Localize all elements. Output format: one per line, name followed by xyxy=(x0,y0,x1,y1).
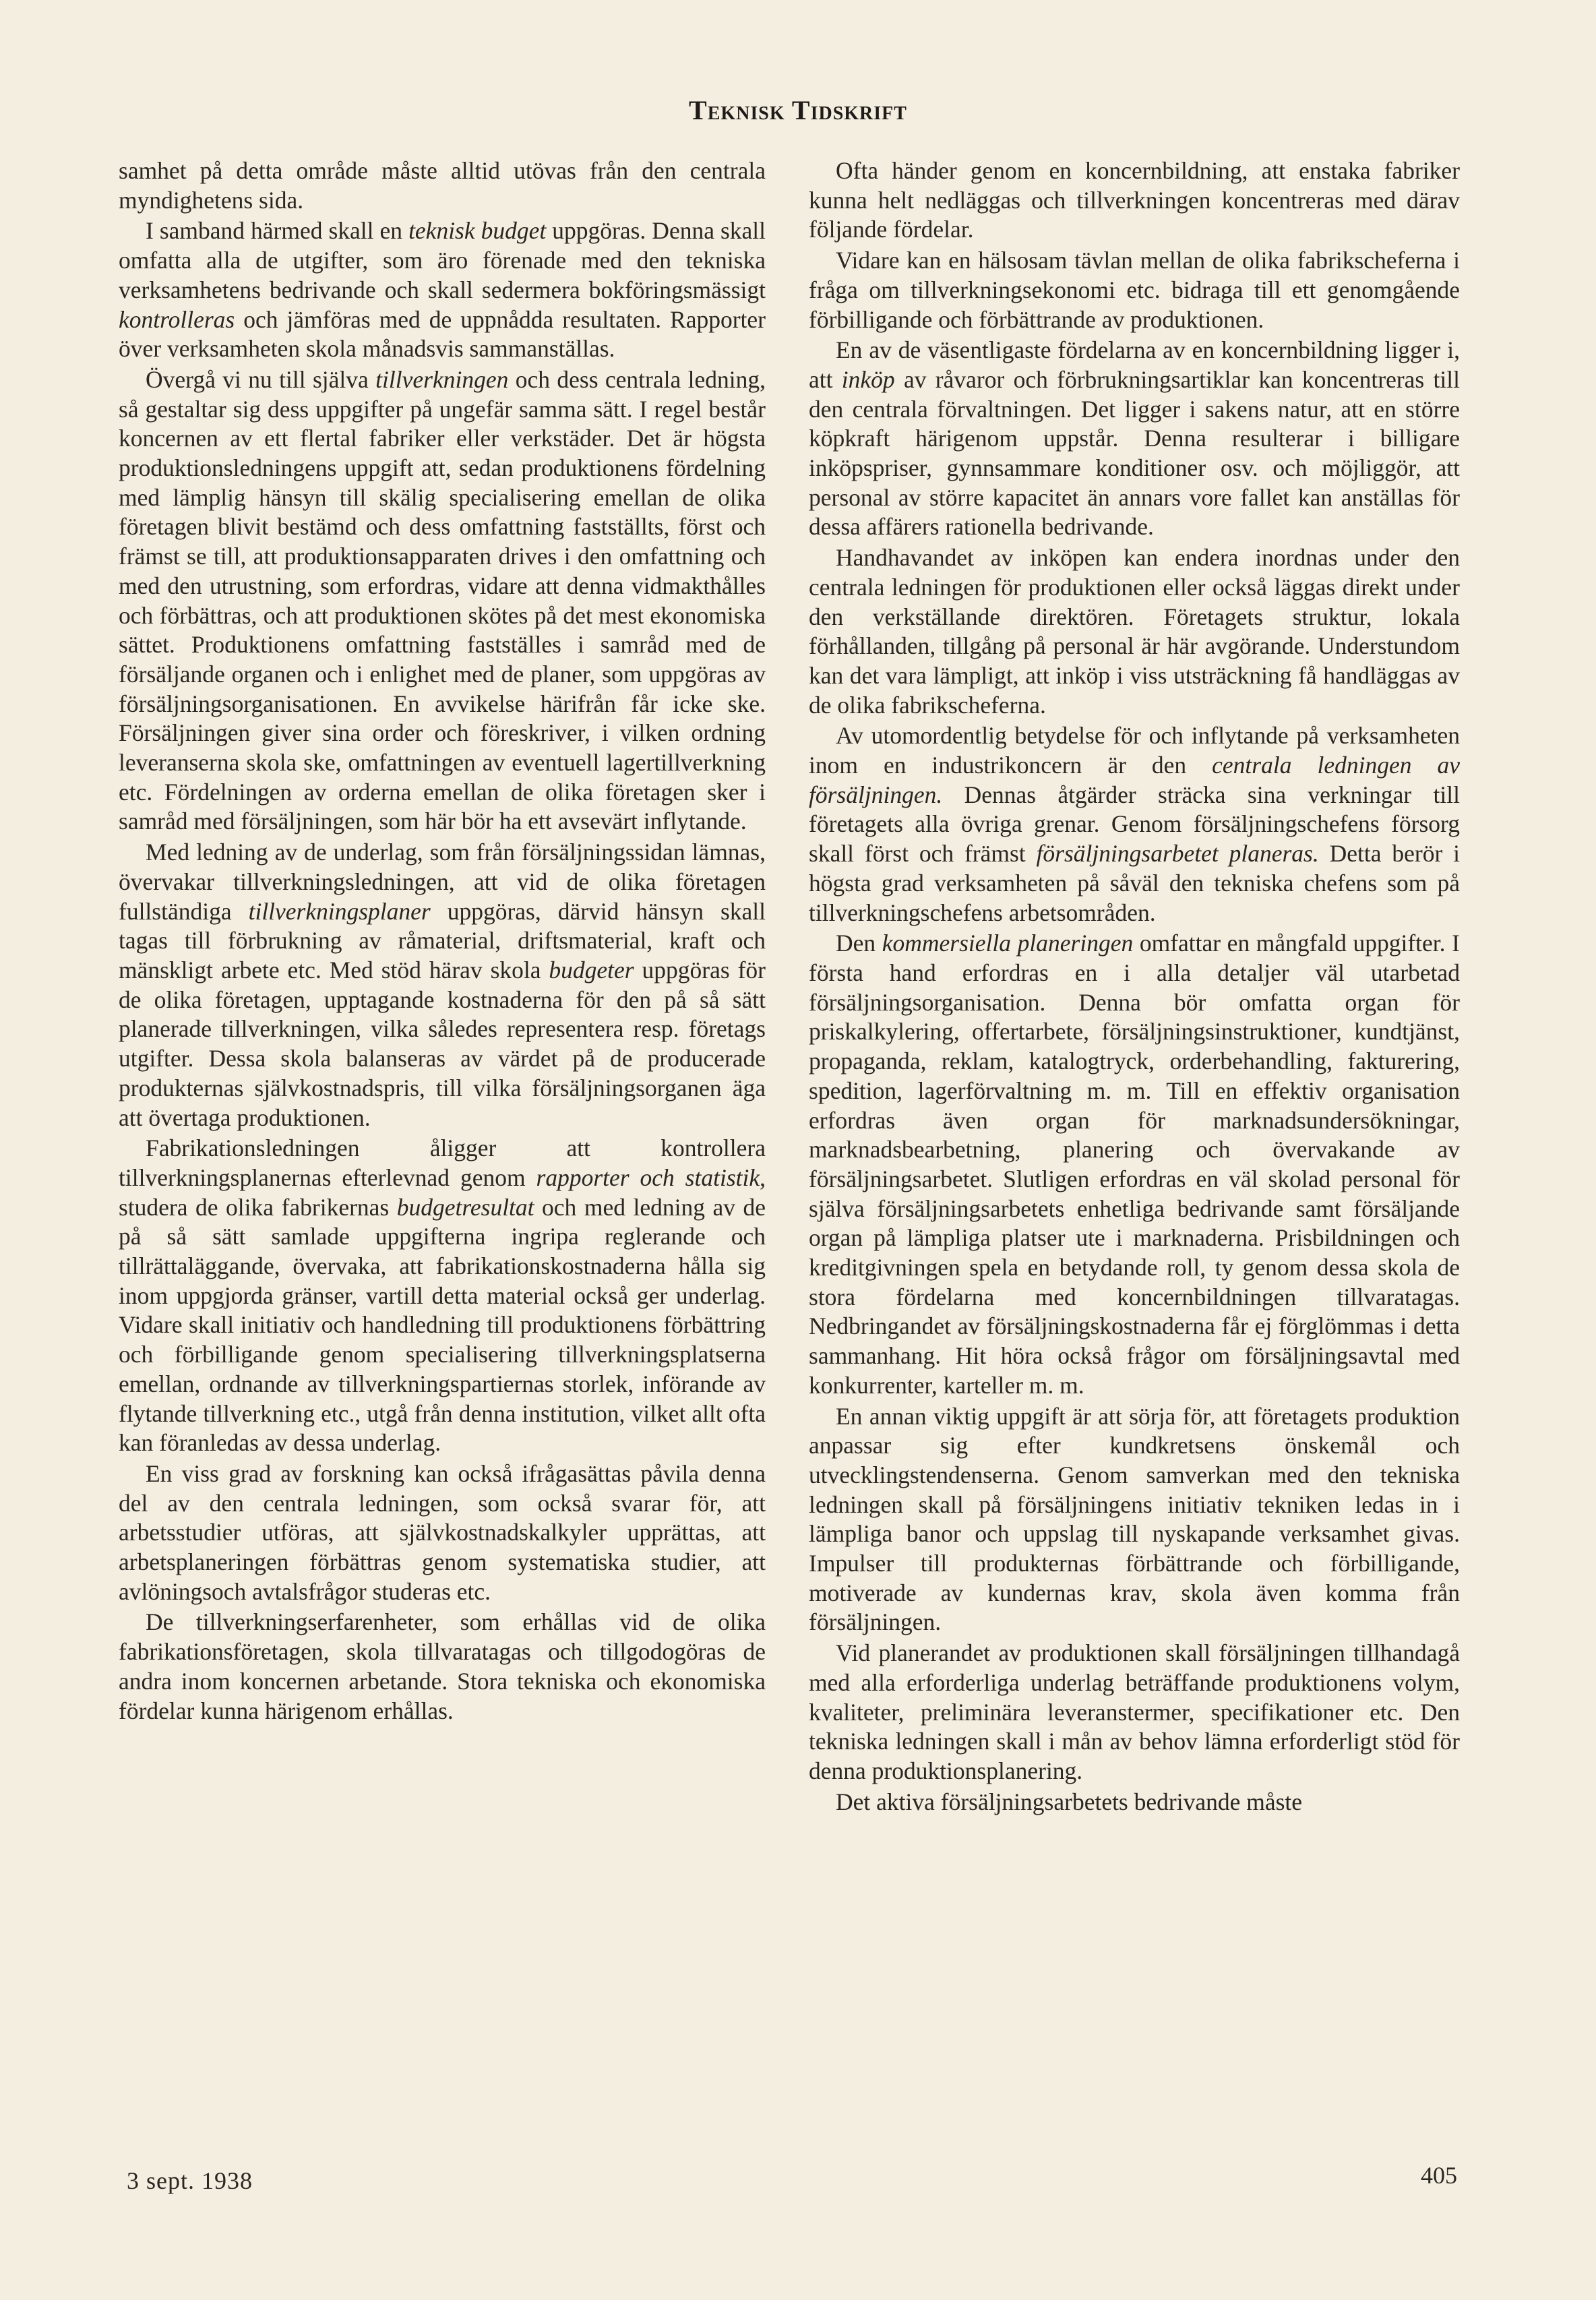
italic-term: kontrolleras xyxy=(119,305,235,333)
italic-term: budgeter xyxy=(549,956,634,983)
left-column xyxy=(119,156,766,1727)
text-run: Den xyxy=(836,930,882,957)
italic-term: centrala ledningen av försäljningen. xyxy=(809,752,1460,808)
right-paragraph xyxy=(809,1402,1460,1638)
text-run: uppgöras för de olika företagen, upptagande kostnaderna för den på så sätt planerade tillverkningen, vilka således representera resp. företags utgifter. Dessa skola balanseras av värdet på de producerade produkternas självkostnadspris, till vilka försäljningsorganen äga att övertaga produktionen. xyxy=(119,956,766,1131)
text-run: och med ledning av de på så sätt samlade uppgifterna ingripa reglerande och tillrättaläggande, övervaka, att fabrikationskostnaderna hålla sig inom uppgjorda gränser, vartill detta material också ger underlag. Vidare skall initiativ och handledning till produktionens förbättring och förbilligande genom specialisering tillverkningsplatserna emellan, ordnande av tillverkningspartiernas storlek, införande av flytande tillverkning etc., utgå från denna institution, vilket allt ofta kan föranledas av dessa underlag. xyxy=(119,1193,766,1457)
text-run: Av utomordentlig betydelse för och inflytande på verksamheten inom en industrikoncern är den xyxy=(809,722,1460,779)
italic-term: tillverkningsplaner xyxy=(248,897,431,925)
text-run: och dess centrala ledning, så gestaltar sig dess uppgifter på ungefär samma sätt. I regel består koncernen av ett flertal fabriker eller verkstäder. Det är högsta produktionsledningens uppgift att, sedan produktionens fördelning med lämplig hänsyn till skälig specialisering emellan de olika företagen blivit bestämd och dess omfattning fastställts, först och främst se till, att produktionsapparaten drives i den omfattning och med den utrustning, som erfordras, vidare att denna vidmakthålles och förbättras, och att produktionen skötes på det mest ekonomiska sättet. Produktionens omfattning fastställes i samråd med de försäljande organen och i enlighet med de planer, som uppgöras av försäljningsorganisationen. En avvikelse härifrån får icke ske. Försäljningen giver sina order och föreskriver, i vilken ordning leveranserna skola ske, omfattningen av eventuell lagertillverkning etc. Fördelningen av orderna emellan de olika företagen sker i samråd med försäljningen, som här bör ha ett avsevärt inflytande. xyxy=(119,365,766,835)
text-run: Det aktiva försäljningsarbetets bedrivande måste xyxy=(836,1788,1303,1815)
text-run: En annan viktig uppgift är att sörja för, att företagets produktion anpassar sig efter kundkretsens önskemål och utvecklingstendenserna. Genom samverkan med den tekniska ledningen skall på försäljningens initiativ tekniken ledas in i lämpliga banor och uppslag till nyskapande verksamhet givas. Impulser till produkternas förbättrande och förbilligande, motiverade av kundernas krav, skola även komma från försäljningen. xyxy=(809,1402,1460,1636)
left-paragraph xyxy=(119,216,766,364)
text-run: samhet på detta område måste alltid utövas från den centrala myndighetens sida. xyxy=(119,157,766,214)
text-run: En viss grad av forskning kan också ifrågasättas påvila denna del av den centrala ledningen, som också svarar för, att arbetsstudier utföras, att självkostnadskalkyler upprättas, att arbetsplaneringen förbättras genom systematiska studier, att avlöningsoch avtalsfrågor studeras etc. xyxy=(119,1459,766,1605)
text-run: Vidare kan en hälsosam tävlan mellan de olika fabrikscheferna i fråga om tillverkningsekonomi etc. bidraga till ett genomgående förbilligande och förbättrande av produktionen. xyxy=(809,247,1460,333)
text-run: Övergå vi nu till själva xyxy=(146,365,376,393)
text-run: , studera de olika fabrikernas xyxy=(119,1163,766,1221)
text-run: En av de väsentligaste fördelarna av en koncernbildning ligger i, att xyxy=(809,336,1460,393)
italic-term: teknisk budget xyxy=(408,217,547,245)
right-paragraph xyxy=(809,1639,1460,1786)
text-run: omfattar en mångfald uppgifter. I första hand erfordras en i alla detaljer väl utarbetad försäljningsorganisation. Denna bör omfatta organ för priskalkylering, offertarbete, försäljningsinstruktioner, kundtjänst, propaganda, reklam, katalogtryck, orderbehandling, fakturering, spedition, lagerförvaltning m. m. Till en effektiv organisation erfordras även organ för marknadsundersökningar, marknadsbearbetning, planering och övervakande av försäljningsarbetet. Slutligen erfordras en väl skolad personal för själva försäljningsarbetets enhetliga bedrivande samt försäljande organ på lämpliga platser ute i marknaderna. Prisbildningen och kreditgivningen spela en betydande roll, ty genom dessa skola de stora fördelarna med koncernbildningen tillvaratagas. Nedbringandet av försäljningskostnaderna får ej förglömmas i detta sammanhang. Hit höra också frågor om försäljningsavtal med konkurrenter, karteller m. m. xyxy=(809,930,1460,1399)
right-paragraph xyxy=(809,929,1460,1400)
left-paragraph xyxy=(119,1608,766,1726)
text-run: uppgöras, därvid hänsyn skall tagas till förbrukning av råmaterial, driftsmaterial, kraft och mänskligt arbete etc. Med stöd härav skola xyxy=(119,897,766,983)
right-paragraph xyxy=(809,156,1460,245)
left-paragraph xyxy=(119,838,766,1132)
journal-masthead: Teknisk Tidskrift xyxy=(689,95,907,125)
text-run: Dennas åtgärder sträcka sina verkningar till företagets alla övriga grenar. Genom försäljningschefens försorg skall först och främst xyxy=(809,781,1460,868)
left-paragraph xyxy=(119,156,766,215)
text-run: Med ledning av de underlag, som från försäljningssidan lämnas, övervakar tillverkningsledningen, att vid de olika företagen fullständiga xyxy=(119,839,766,925)
left-paragraph xyxy=(119,365,766,837)
right-column xyxy=(809,156,1460,1818)
italic-term: kommersiella planeringen xyxy=(882,930,1134,957)
text-run: Detta berör i högsta grad verksamheten på såväl den tekniska chefens som på tillverkningschefens arbetsområden. xyxy=(809,840,1460,926)
text-run: uppgöras. Denna skall omfatta alla de utgifter, som äro förenade med den tekniska verksamhetens bedrivande och skall sedermera bokföringsmässigt xyxy=(119,217,766,303)
text-run: Handhavandet av inköpen kan endera inordnas under den centrala ledningen för produktionen eller också läggas direkt under den verkställande direktören. Företagets struktur, lokala förhållanden, tillgång på personal är här avgörande. Understundom kan det vara lämpligt, att inköp i viss utsträckning få handläggas av de olika fabrikscheferna. xyxy=(809,544,1460,719)
text-run: Fabrikationsledningen åligger att kontrollera tillverkningsplanernas efterlevnad genom xyxy=(119,1134,766,1191)
right-paragraph xyxy=(809,336,1460,542)
issue-date: 3 sept. 1938 xyxy=(127,2167,253,2194)
text-run: Ofta händer genom en koncernbildning, att enstaka fabriker kunna helt nedläggas och tillverkningen koncentreras med därav följande fördelar. xyxy=(809,157,1460,243)
italic-term: rapporter och statistik xyxy=(536,1163,760,1191)
left-paragraph xyxy=(119,1459,766,1607)
right-paragraph xyxy=(809,721,1460,928)
right-paragraph xyxy=(809,1788,1460,1817)
right-paragraph xyxy=(809,543,1460,720)
italic-term: inköp xyxy=(841,365,895,393)
page-number: 405 xyxy=(1421,2162,1457,2189)
italic-term: tillverkningen xyxy=(375,365,509,393)
text-run: av råvaror och förbrukningsartiklar kan koncentreras till den centrala förvaltningen. Det ligger i sakens natur, att en större köpkraft härigenom uppstår. Denna resulterar i billigare inköpspriser, gynnsammare konditioner osv. och möjliggör, att personal av större kapacitet än annars vore fallet kan anställas för dessa affärers rationella bedrivande. xyxy=(809,365,1460,541)
text-run: Vid planerandet av produktionen skall försäljningen tillhandagå med alla erforderliga underlag beträffande produktionens volym, kvaliteter, preliminära leveranstermer, specifikationer etc. Den tekniska ledningen skall i mån av behov lämna erforderligt stöd för denna produktionsplanering. xyxy=(809,1639,1460,1784)
italic-term: budgetresultat xyxy=(396,1193,534,1221)
italic-term: försäljningsarbetet planeras. xyxy=(1036,840,1319,868)
text-run: I samband härmed skall en xyxy=(146,217,409,245)
text-run: De tillverkningserfarenheter, som erhållas vid de olika fabrikationsföretagen, skola tillvaratagas och tillgodogöras de andra inom koncernen arbetande. Stora tekniska och ekonomiska fördelar kunna härigenom erhållas. xyxy=(119,1608,766,1724)
right-paragraph xyxy=(809,246,1460,334)
text-run: och jämföras med de uppnådda resultaten. Rapporter över verksamheten skola månadsvis sammanställas. xyxy=(119,305,766,363)
left-paragraph xyxy=(119,1134,766,1458)
